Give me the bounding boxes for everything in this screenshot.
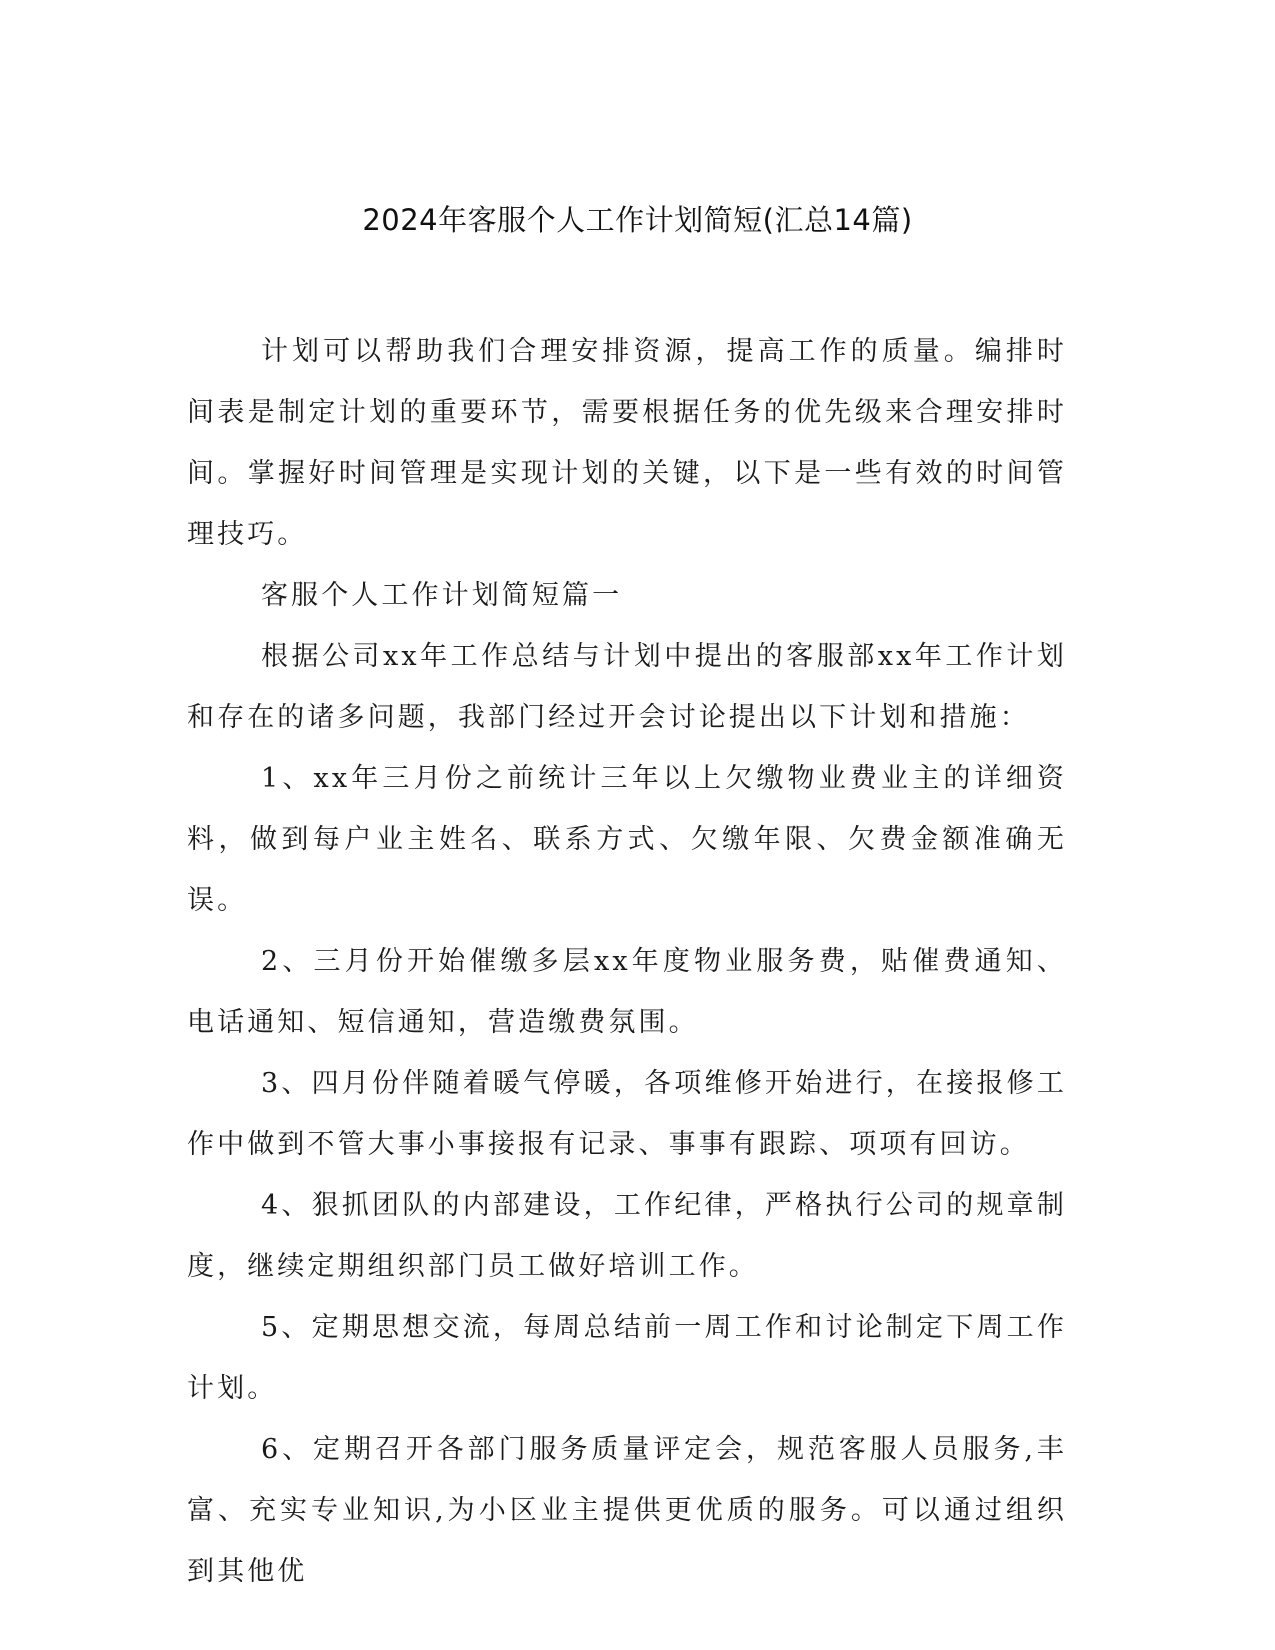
paragraph-intro: 计划可以帮助我们合理安排资源，提高工作的质量。编排时间表是制定计划的重要环节，需要根据任务的优先级来合理安排时间。掌握好时间管理是实现计划的关键，以下是一些有效的时间管理技巧。 [187, 336, 1067, 550]
list-item: 6、定期召开各部门服务质量评定会，规范客服人员服务,丰富、充实专业知识,为小区业主提供更优质的服务。可以通过组织到其他优 [187, 1434, 1067, 1587]
section-heading: 客服个人工作计划简短篇一 [261, 580, 623, 611]
list-item: 2、三月份开始催缴多层xx年度物业服务费，贴催费通知、电话通知、短信通知，营造缴费氛围。 [187, 946, 1067, 1038]
document-title: 2024年客服个人工作计划简短(汇总14篇) [362, 203, 913, 237]
list-item: 5、定期思想交流，每周总结前一周工作和讨论制定下周工作计划。 [187, 1312, 1067, 1404]
paragraph: 根据公司xx年工作总结与计划中提出的客服部xx年工作计划和存在的诸多问题，我部门经过开会讨论提出以下计划和措施： [187, 641, 1067, 733]
list-item: 3、四月份伴随着暖气停暖，各项维修开始进行，在接报修工作中做到不管大事小事接报有记录、事事有跟踪、项项有回访。 [187, 1068, 1067, 1160]
list-item: 1、xx年三月份之前统计三年以上欠缴物业费业主的详细资料，做到每户业主姓名、联系方式、欠缴年限、欠费金额准确无误。 [187, 763, 1067, 916]
list-item: 4、狠抓团队的内部建设，工作纪律，严格执行公司的规章制度，继续定期组织部门员工做好培训工作。 [187, 1190, 1067, 1282]
document-body [187, 321, 1067, 1602]
